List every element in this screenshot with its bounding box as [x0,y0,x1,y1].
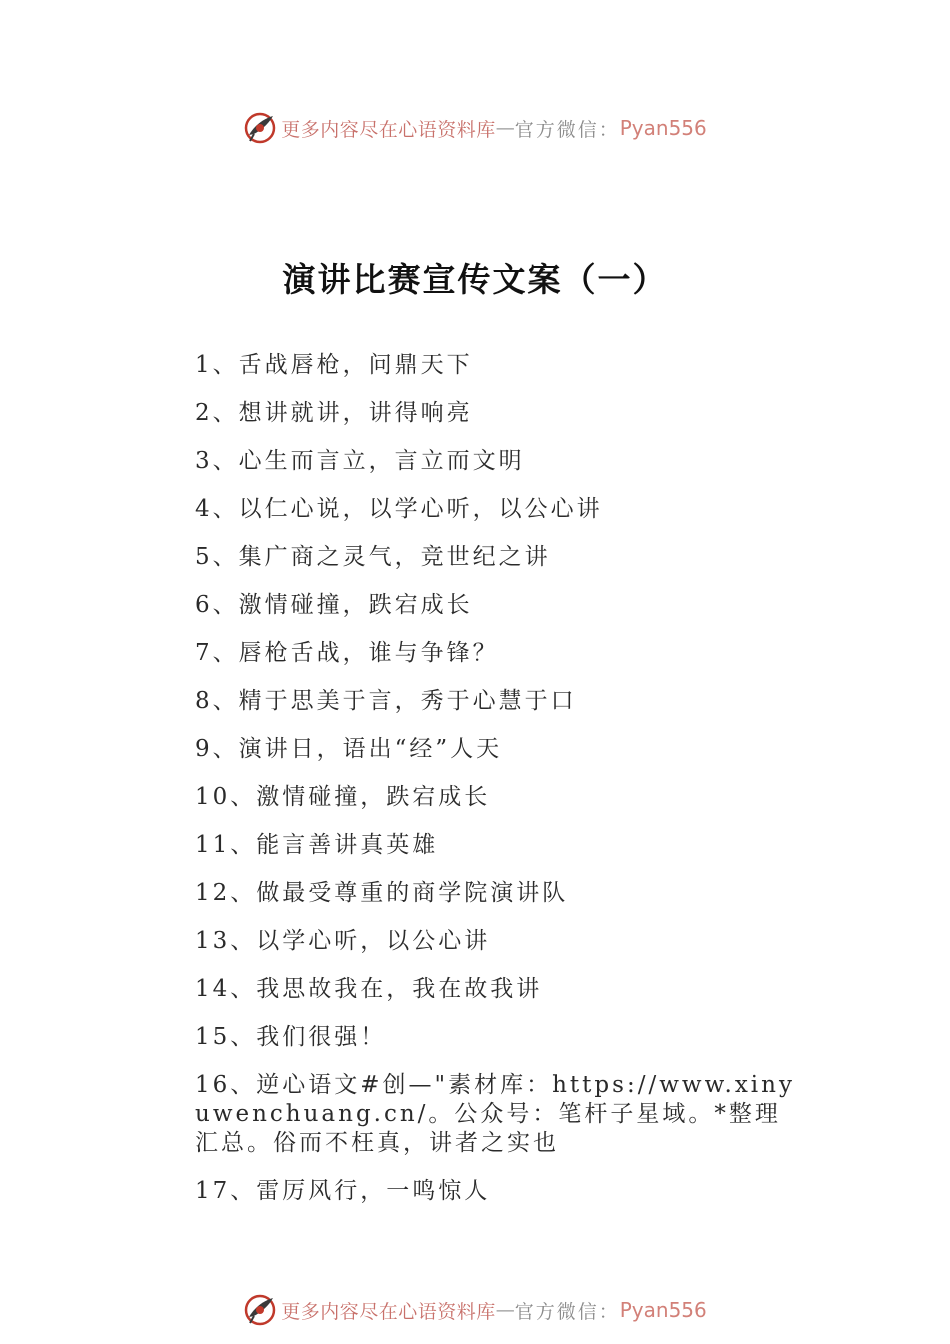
banner-wechat-id: Pyan556 [619,116,707,140]
banner-wechat-id: Pyan556 [619,1298,707,1322]
quill-logo-icon [243,1293,277,1327]
list-item: 13、以学心听，以公心讲 [195,928,491,954]
banner-promo-text: 更多内容尽在心语资料库 [281,1300,496,1323]
list-item: 8、精于思美于言，秀于心慧于口 [195,688,577,714]
list-item: 15、我们很强！ [195,1024,387,1050]
list-item: 9、演讲日，语出“经”人天 [195,736,503,762]
list-item: 7、唇枪舌战，谁与争锋？ [195,640,499,666]
list-item: 1、舌战唇枪，问鼎天下 [195,352,473,378]
list-item: 2、想讲就讲，讲得响亮 [195,400,473,426]
list-item: 17、雷厉风行，一鸣惊人 [195,1178,491,1204]
banner-official-label: 官方微信： [514,118,620,141]
slogan-list [195,351,805,1225]
list-item: 6、激情碰撞，跌宕成长 [195,592,473,618]
banner-official-label: 官方微信： [514,1300,620,1323]
header-banner [0,108,950,148]
quill-logo-icon [243,111,277,145]
list-item: 10、激情碰撞，跌宕成长 [195,784,491,810]
banner-promo-text: 更多内容尽在心语资料库 [281,118,496,141]
page-title: 演讲比赛宣传文案（一） [282,260,668,299]
list-item: 5、集广商之灵气，竞世纪之讲 [195,544,551,570]
list-item: 12、做最受尊重的商学院演讲队 [195,880,569,906]
list-item: 3、心生而言立，言立而文明 [195,448,525,474]
banner-dash: — [495,117,515,139]
footer-banner [0,1290,950,1330]
list-item: 16、逆心语文#创—"素材库：https://www.xinyuwenchuang.cn/。公众号：笔杆子星域。*整理汇总。俗而不枉真，讲者之实也 [195,1072,795,1156]
list-item: 4、以仁心说，以学心听，以公心讲 [195,496,603,522]
list-item: 14、我思故我在，我在故我讲 [195,976,543,1002]
banner-dash: — [495,1299,515,1321]
list-item: 11、能言善讲真英雄 [195,832,439,858]
